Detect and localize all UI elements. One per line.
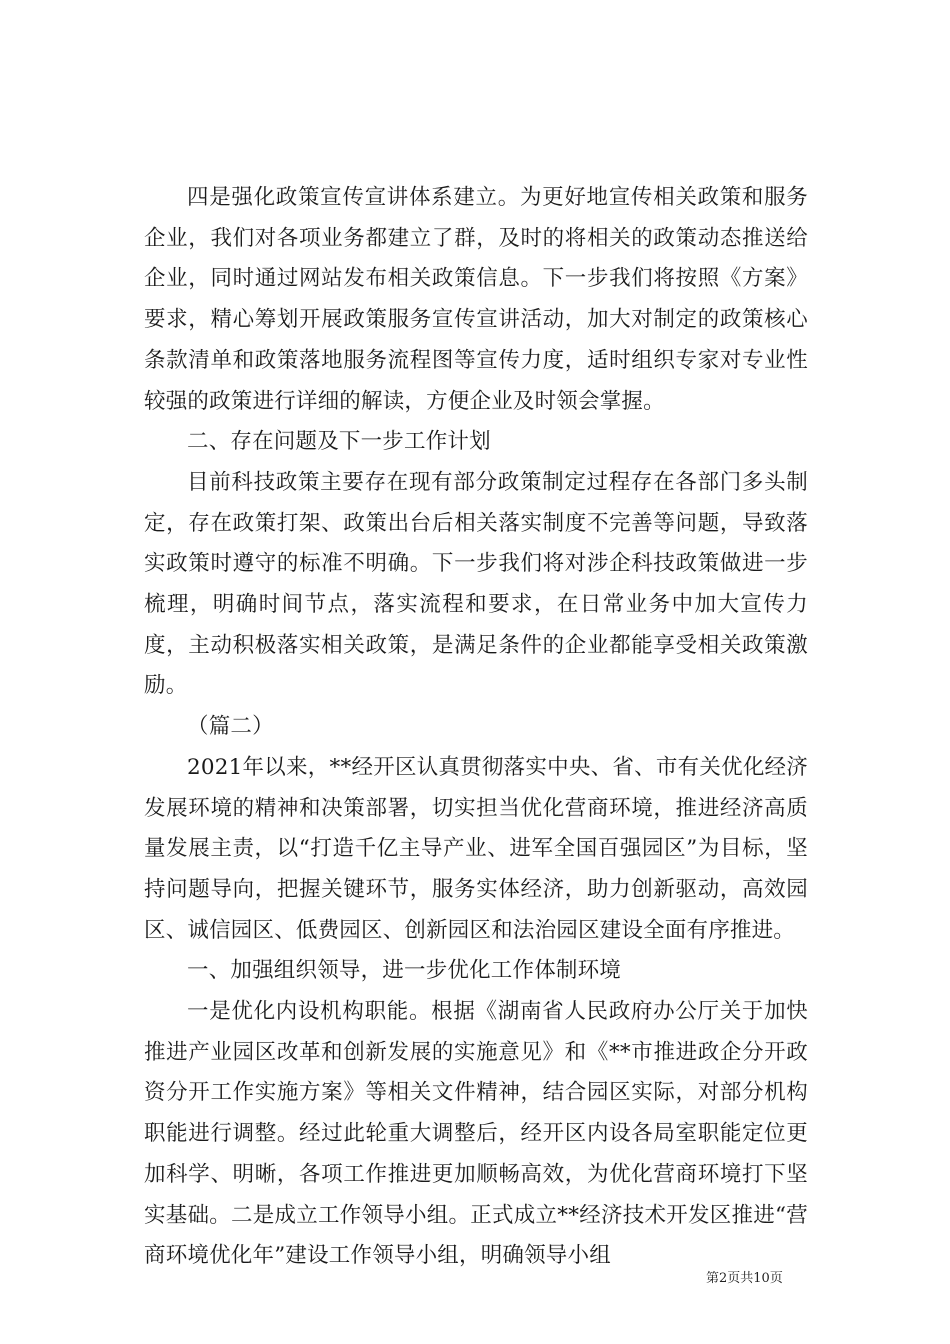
heading-part-two: （篇二） xyxy=(187,714,274,740)
page-number-footer: 第2页共10页 xyxy=(706,1271,783,1286)
paragraph-policy-promotion: 四是强化政策宣传宣讲体系建立。为更好地宣传相关政策和服务企业，我们对各项业务都建立了群，及时的将相关的政策动态推送给企业，同时通过网站发布相关政策信息。下一步我们将按照《方案》要求，精心筹划开展政策服务宣传宣讲活动，加大对制定的政策核心条款清单和政策落地服务流程图等宣传力度，适时组织专家对专业性较强的政策进行详细的解读，方便企业及时领会掌握。 xyxy=(144,185,808,414)
paragraph-optimize-institutions: 一是优化内设机构职能。根据《湖南省人民政府办公厅关于加快推进产业园区改革和创新发展的实施意见》和《**市推进政企分开政资分开工作实施方案》等相关文件精神，结合园区实际，对部分机构职能进行调整。经过此轮重大调整后，经开区内设各局室职能定位更加科学、明晰，各项工作推进更加顺畅高效，为优化营商环境打下坚实基础。二是成立工作领导小组。正式成立**经济技术开发区推进“营商环境优化年”建设工作领导小组，明确领导小组 xyxy=(144,999,808,1269)
paragraph-2021-overview: 2021年以来，**经开区认真贯彻落实中央、省、市有关优化经济发展环境的精神和决策部署，切实担当优化营商环境，推进经济高质量发展主责，以“打造千亿主导产业、进军全国百强园区”为目标，坚持问题导向，把握关键环节，服务实体经济，助力创新驱动，高效园区、诚信园区、低费园区、创新园区和法治园区建设全面有序推进。 xyxy=(144,754,808,943)
heading-strengthen-leadership: 一、加强组织领导，进一步优化工作体制环境 xyxy=(187,958,622,984)
document-body xyxy=(144,178,808,1277)
heading-problems-and-plan: 二、存在问题及下一步工作计划 xyxy=(187,429,491,455)
paragraph-current-problems: 目前科技政策主要存在现有部分政策制定过程存在各部门多头制定，存在政策打架、政策出台后相关落实制度不完善等问题，导致落实政策时遵守的标准不明确。下一步我们将对涉企科技政策做进一步梳理，明确时间节点，落实流程和要求，在日常业务中加大宣传力度，主动积极落实相关政策，是满足条件的企业都能享受相关政策激励。 xyxy=(144,469,808,699)
